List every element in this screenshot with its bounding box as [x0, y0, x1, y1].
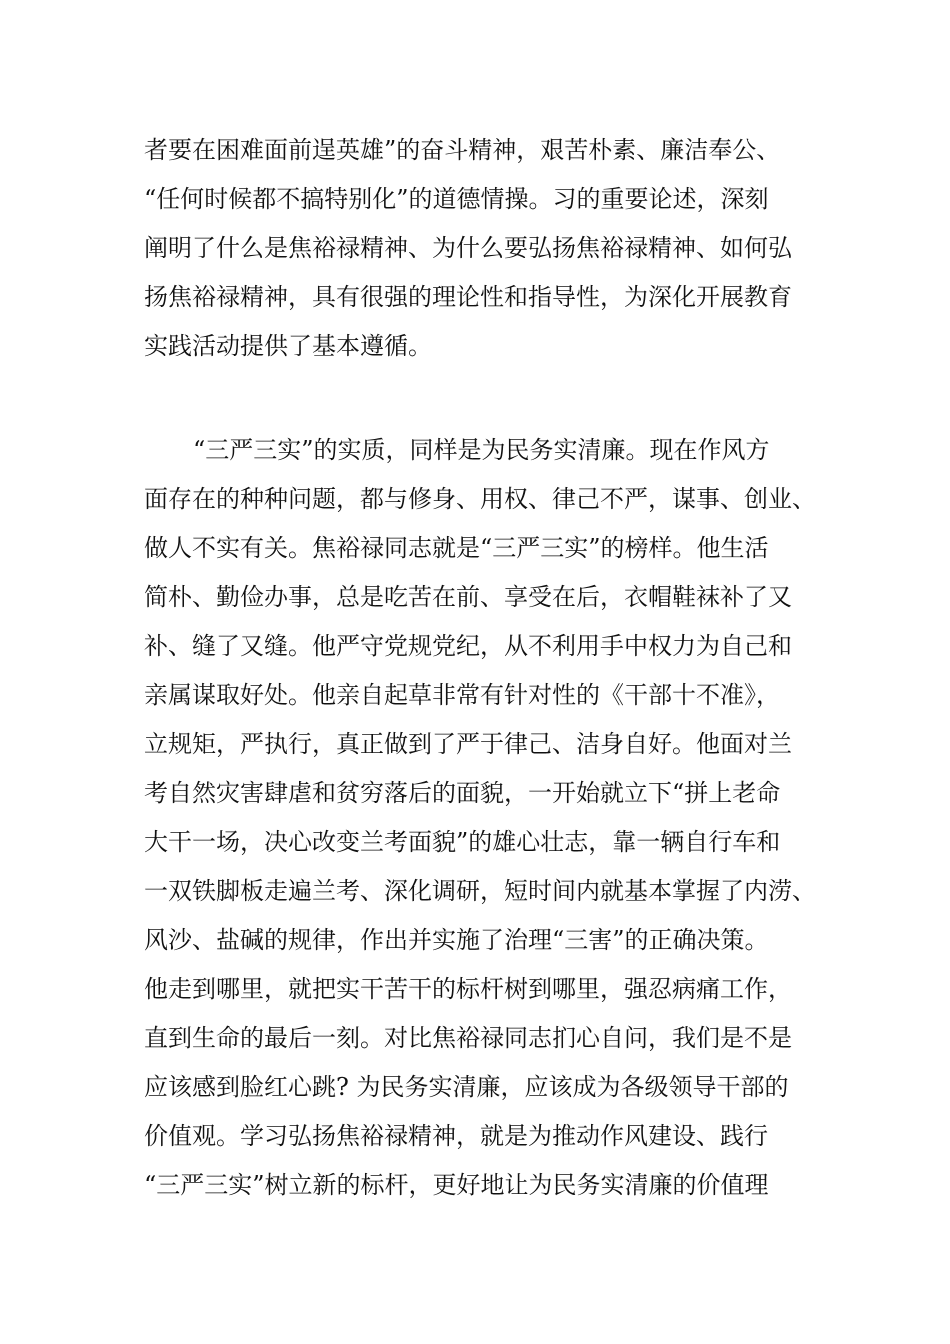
text-line: “三严三实”树立新的标杆，更好地让为民务实清廉的价值理	[144, 1171, 769, 1199]
text-line: 者要在困难面前逞英雄”的奋斗精神，艰苦朴素、廉洁奉公、	[144, 136, 781, 164]
text-line: 风沙、盐碱的规律，作出并实施了治理“三害”的正确决策。	[144, 926, 769, 954]
text-line	[144, 1214, 834, 1254]
text-line: 考自然灾害肆虐和贫穷落后的面貌，一开始就立下“拼上老命	[144, 779, 781, 807]
text-line: 他走到哪里，就把实干苦干的标杆树到哪里，强忍病痛工作，	[144, 975, 792, 1003]
text-line: 做人不实有关。焦裕禄同志就是“三严三实”的榜样。他生活	[144, 534, 769, 562]
text-line: 应该感到脸红心跳? 为民务实清廉，应该成为各级领导干部的	[144, 1073, 789, 1101]
text-line: 价值观。学习弘扬焦裕禄精神，就是为推动作风建设、践行	[144, 1122, 768, 1150]
text-line: 直到生命的最后一刻。对比焦裕禄同志扪心自问，我们是不是	[144, 1024, 792, 1052]
text-line: “任何时候都不搞特别化”的道德情操。习的重要论述，深刻	[144, 185, 769, 213]
text-line: 亲属谋取好处。他亲自起草非常有针对性的《干部十不准》，	[144, 681, 780, 709]
text-line: 大干一场，决心改变兰考面貌”的雄心壮志，靠一辆自行车和	[144, 828, 781, 856]
text-line: 简朴、勤俭办事，总是吃苦在前、享受在后，衣帽鞋袜补了又	[144, 583, 792, 611]
text-line: 扬焦裕禄精神，具有很强的理论性和指导性，为深化开展教育	[144, 283, 792, 311]
text-line: 实践活动提供了基本遵循。	[144, 332, 432, 360]
text-line: 阐明了什么是焦裕禄精神、为什么要弘扬焦裕禄精神、如何弘	[144, 234, 792, 262]
text-line: 一双铁脚板走遍兰考、深化调研，短时间内就基本掌握了内涝、	[144, 877, 816, 905]
text-line: 补、缝了又缝。他严守党规党纪，从不利用手中权力为自己和	[144, 632, 792, 660]
text-line: 立规矩，严执行，真正做到了严于律己、洁身自好。他面对兰	[144, 730, 792, 758]
text-line: 面存在的种种问题，都与修身、用权、律己不严，谋事、创业、	[144, 485, 816, 513]
text-line: “三严三实”的实质，同样是为民务实清廉。现在作风方	[193, 436, 770, 464]
